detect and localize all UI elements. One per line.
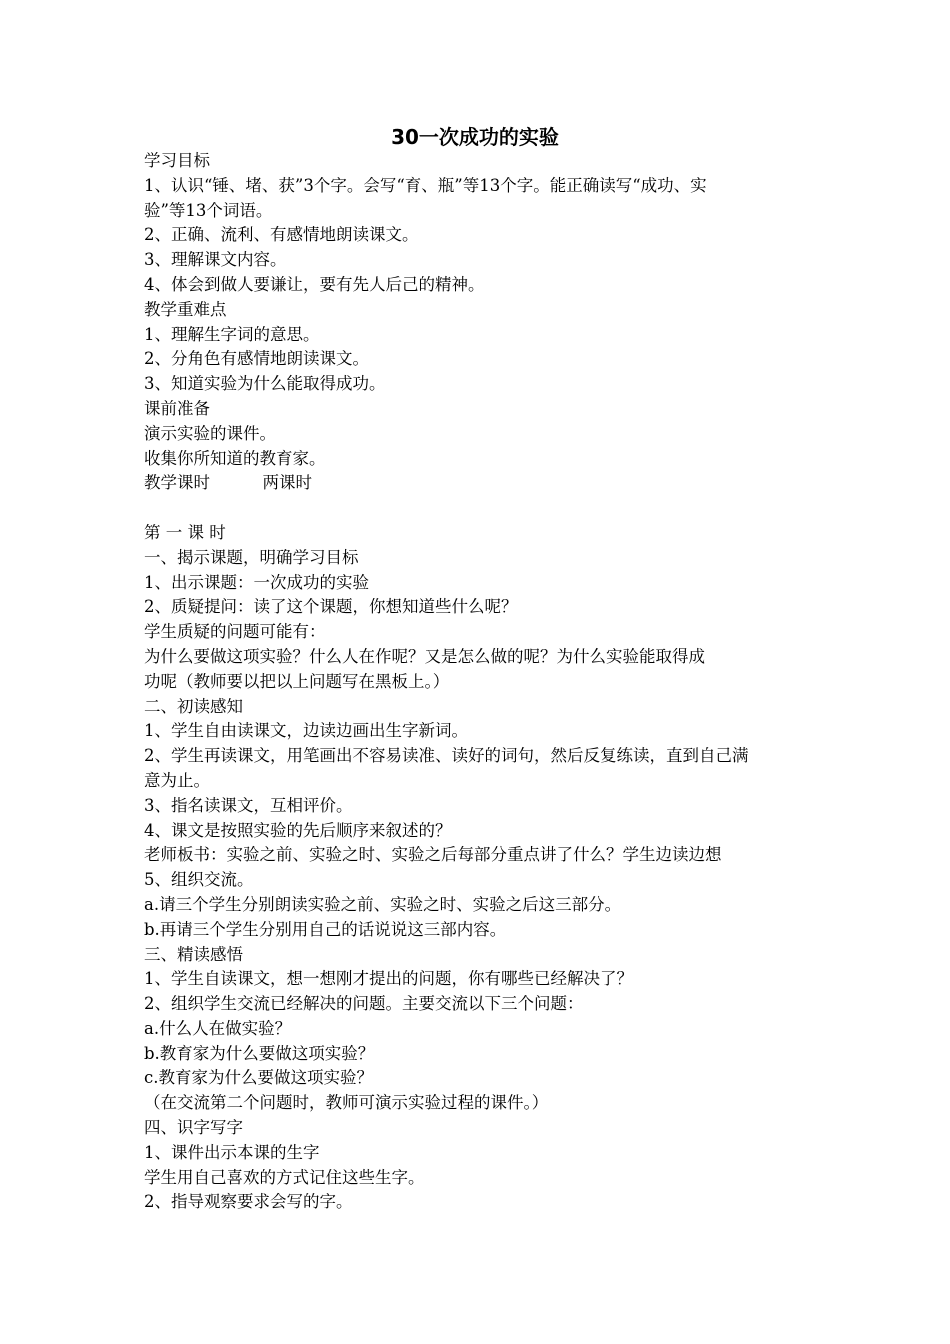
text-line: 二、初读感知 bbox=[144, 696, 243, 716]
text-line: 一、揭示课题，明确学习目标 bbox=[144, 547, 359, 567]
text-line: 学生用自己喜欢的方式记住这些生字。 bbox=[144, 1167, 425, 1187]
text-line: b.再请三个学生分别用自己的话说说这三部内容。 bbox=[144, 919, 507, 939]
text-line: 课前准备 bbox=[144, 398, 210, 418]
text-line: 2、指导观察要求会写的字。 bbox=[144, 1192, 353, 1212]
text-line: （在交流第二个问题时，教师可演示实验过程的课件。） bbox=[144, 1093, 549, 1113]
text-line: 验”等13个词语。 bbox=[144, 200, 273, 220]
text-line: 老师板书：实验之前、实验之时、实验之后每部分重点讲了什么？学生边读边想 bbox=[144, 845, 722, 865]
text-line: 收集你所知道的教育家。 bbox=[144, 448, 326, 468]
text-line: 演示实验的课件。 bbox=[144, 423, 276, 443]
text-line: 3、知道实验为什么能取得成功。 bbox=[144, 374, 386, 394]
text-line: 意为止。 bbox=[144, 770, 210, 790]
text-line: 1、出示课题：一次成功的实验 bbox=[144, 572, 369, 592]
text-line: 4、体会到做人要谦让，要有先人后己的精神。 bbox=[144, 274, 485, 294]
text-line: 3、指名读课文，互相评价。 bbox=[144, 795, 353, 815]
text-line: b.教育家为什么要做这项实验？ bbox=[144, 1043, 375, 1063]
text-line: 为什么要做这项实验？什么人在作呢？又是怎么做的呢？为什么实验能取得成 bbox=[144, 646, 705, 666]
text-line: c.教育家为什么要做这项实验？ bbox=[144, 1068, 373, 1088]
text-line: 教学课时 两课时 bbox=[144, 473, 312, 493]
text-line: 1、理解生字词的意思。 bbox=[144, 324, 320, 344]
document-body bbox=[144, 149, 812, 1215]
text-line: 四、识字写字 bbox=[144, 1118, 243, 1138]
text-line: 2、分角色有感情地朗读课文。 bbox=[144, 349, 369, 369]
text-line: 功呢（教师要以把以上问题写在黑板上。） bbox=[144, 671, 450, 691]
text-line: 学习目标 bbox=[144, 151, 210, 170]
text-line: 3、理解课文内容。 bbox=[144, 250, 287, 270]
text-line: a.什么人在做实验？ bbox=[144, 1018, 292, 1038]
text-line: 1、认识“锤、堵、获”3个字。会写“育、瓶”等13个字。能正确读写“成功、实 bbox=[144, 175, 707, 195]
text-line: 教学重难点 bbox=[144, 299, 227, 319]
text-line bbox=[144, 496, 812, 521]
document-title: 30一次成功的实验 bbox=[391, 125, 559, 149]
text-line: 2、正确、流利、有感情地朗读课文。 bbox=[144, 225, 419, 245]
text-line: 4、课文是按照实验的先后顺序来叙述的？ bbox=[144, 820, 452, 840]
text-line: 1、学生自读课文，想一想刚才提出的问题，你有哪些已经解决了？ bbox=[144, 969, 633, 989]
text-line: a.请三个学生分别朗读实验之前、实验之时、实验之后这三部分。 bbox=[144, 894, 622, 914]
text-line: 第 一 课 时 bbox=[144, 522, 226, 542]
text-line: 2、学生再读课文，用笔画出不容易读准、读好的词句，然后反复练读，直到自己满 bbox=[144, 746, 749, 766]
text-line: 1、学生自由读课文，边读边画出生字新词。 bbox=[144, 721, 468, 741]
text-line: 1、课件出示本课的生字 bbox=[144, 1142, 320, 1162]
text-line: 三、精读感悟 bbox=[144, 944, 243, 964]
text-line: 学生质疑的问题可能有： bbox=[144, 622, 326, 642]
text-line: 2、质疑提问：读了这个课题，你想知道些什么呢？ bbox=[144, 597, 518, 617]
text-line: 5、组织交流。 bbox=[144, 870, 254, 890]
text-line: 2、组织学生交流已经解决的问题。主要交流以下三个问题： bbox=[144, 994, 584, 1014]
